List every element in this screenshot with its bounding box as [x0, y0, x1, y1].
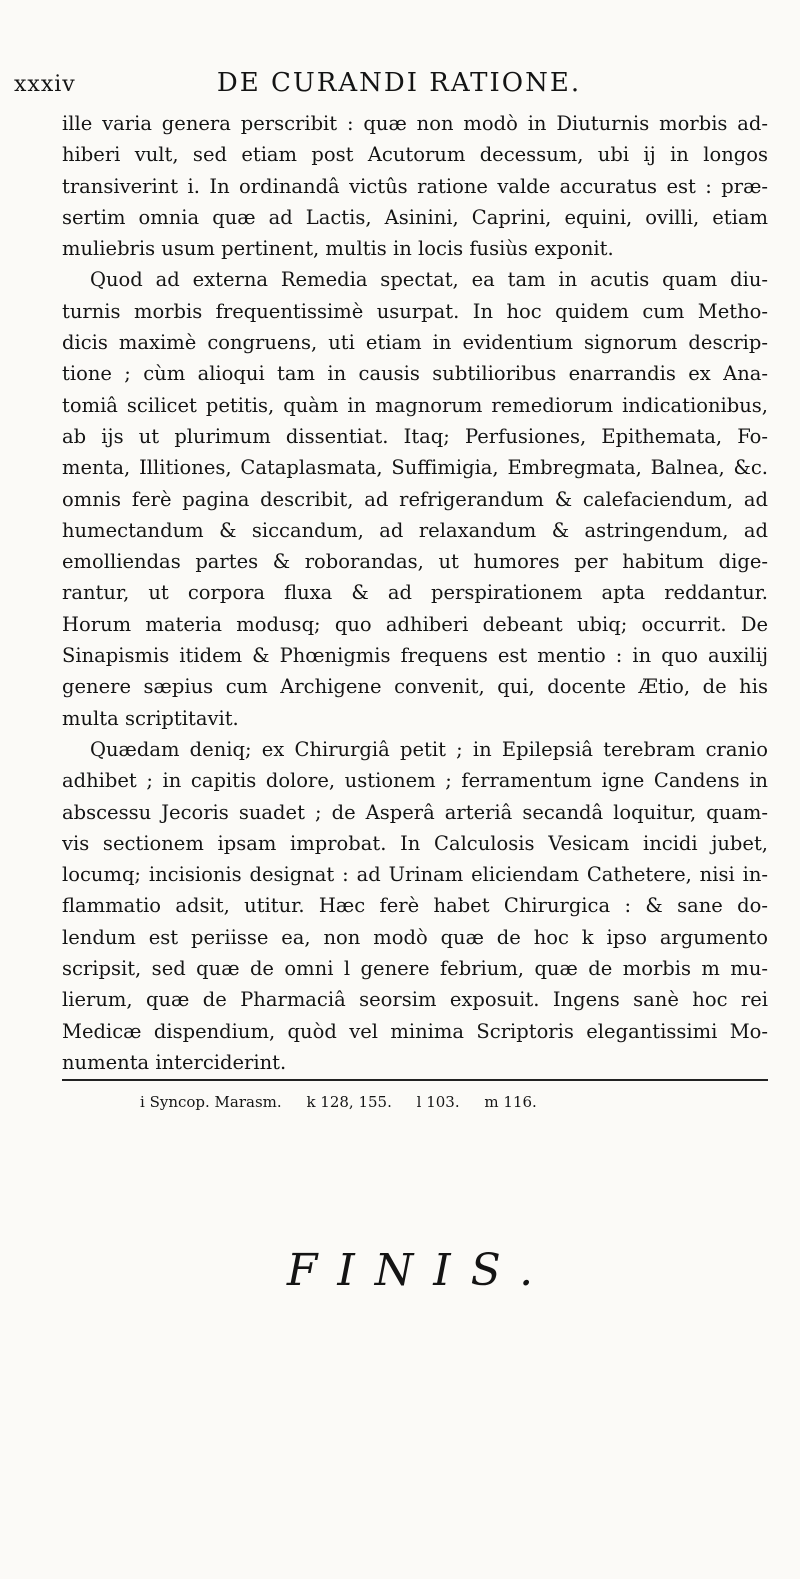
text-line: vis sectionem ipsam improbat. In Calculosis Vesicam incidi jubet,	[62, 831, 768, 855]
text-line: ille varia genera perscribit : quæ non modò in Diuturnis morbis ad-	[62, 112, 768, 135]
body-text	[62, 108, 768, 1078]
footnote: l 103.	[416, 1093, 460, 1111]
footnotes	[140, 1093, 557, 1111]
text-line: locumq; incisionis designat : ad Urinam eliciendam Cathetere, nisi in-	[62, 863, 768, 887]
finis-heading: FINIS.	[286, 1245, 554, 1296]
footnote: m 116.	[484, 1093, 537, 1111]
text-line: sertim omnia quæ ad Lactis, Asinini, Caprini, equini, ovilli, etiam	[62, 205, 768, 229]
text-line: Quod ad externa Remedia spectat, ea tam in acutis quam diu-	[90, 268, 768, 292]
text-line: lendum est periisse ea, non modò quæ de hoc k ipso argumento	[62, 925, 768, 949]
text-line: muliebris usum pertinent, multis in locis fusiùs exponit.	[62, 237, 614, 261]
text-line: omnis ferè pagina describit, ad refrigerandum & calefaciendum, ad	[62, 487, 768, 511]
paragraph-1	[62, 108, 768, 264]
paragraph-2	[62, 264, 768, 733]
footnote-rule	[62, 1079, 768, 1081]
text-line: Sinapismis itidem & Phœnigmis frequens est mentio : in quo auxilij	[62, 644, 768, 668]
text-line: genere sæpius cum Archigene convenit, qui, docente Ætio, de his	[62, 675, 768, 699]
text-line: emolliendas partes & roborandas, ut humores per habitum dige-	[62, 550, 768, 574]
text-line: scripsit, sed quæ de omni l genere febrium, quæ de morbis m mu-	[62, 957, 768, 981]
text-line: rantur, ut corpora fluxa & ad perspirationem apta reddantur.	[62, 581, 768, 605]
text-line: Horum materia modusq; quo adhiberi debeant ubiq; occurrit. De	[62, 612, 768, 636]
text-line: tione ; cùm alioqui tam in causis subtilioribus enarrandis ex Ana-	[62, 362, 768, 386]
text-line: menta, Illitiones, Cataplasmata, Suffimigia, Embregmata, Balnea, &c.	[62, 456, 768, 480]
text-line: humectandum & siccandum, ad relaxandum & astringendum, ad	[62, 518, 768, 542]
text-line: adhibet ; in capitis dolore, ustionem ; ferramentum igne Candens in	[62, 769, 768, 793]
text-line: Medicæ dispendium, quòd vel minima Scriptoris elegantissimi Mo-	[62, 1019, 768, 1043]
text-line: hiberi vult, sed etiam post Acutorum decessum, ubi ij in longos	[62, 143, 768, 167]
text-line: multa scriptitavit.	[62, 706, 239, 730]
text-line: turnis morbis frequentissimè usurpat. In hoc quidem cum Metho-	[62, 299, 768, 323]
page-header	[14, 64, 774, 104]
footnote: k 128, 155.	[306, 1093, 392, 1111]
text-line: dicis maximè congruens, uti etiam in evidentium signorum descrip-	[62, 331, 768, 355]
text-line: lierum, quæ de Pharmaciâ seorsim exposuit. Ingens sanè hoc rei	[62, 988, 768, 1012]
text-line: flammatio adsit, utitur. Hæc ferè habet Chirurgica : & sane do-	[62, 894, 768, 918]
text-line: ab ijs ut plurimum dissentiat. Itaq; Perfusiones, Epithemata, Fo-	[62, 424, 768, 448]
text-line: abscessu Jecoris suadet ; de Asperâ arteriâ secandâ loquitur, quam-	[62, 800, 768, 824]
text-line: tomiâ scilicet petitis, quàm in magnorum remediorum indicationibus,	[62, 393, 768, 417]
page-number: xxxiv	[14, 72, 76, 97]
running-title: DE CURANDI RATIONE.	[216, 68, 582, 98]
text-line: numenta interciderint.	[62, 1050, 287, 1074]
text-line: transiverint i. In ordinandâ victûs ratione valde accuratus est : præ-	[62, 174, 768, 198]
footnote: i Syncop. Marasm.	[140, 1093, 282, 1111]
text-line: Quædam deniq; ex Chirurgiâ petit ; in Epilepsiâ terebram cranio	[90, 737, 768, 761]
paragraph-3	[62, 734, 768, 1078]
